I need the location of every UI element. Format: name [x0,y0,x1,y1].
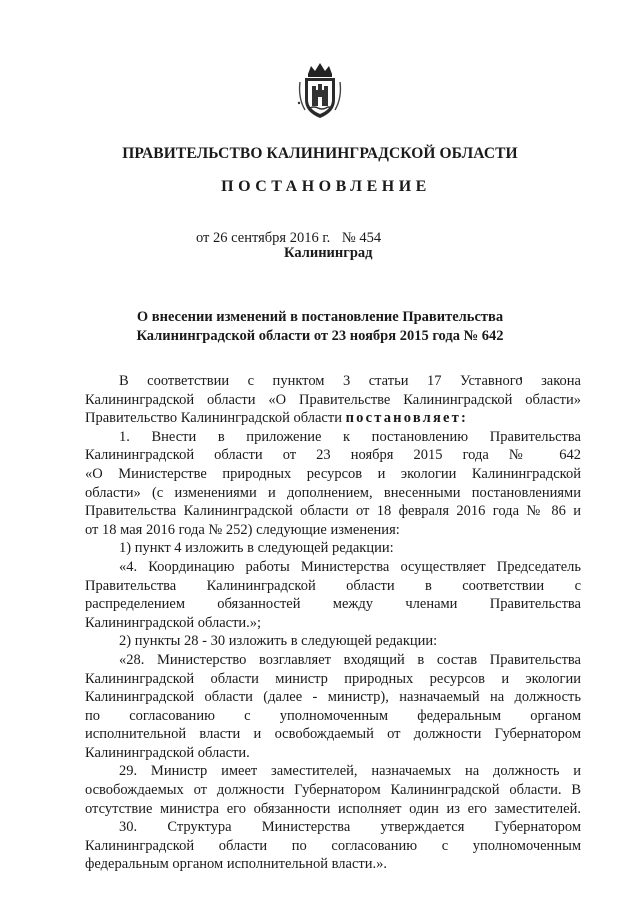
document-body [85,372,581,874]
body-line: «28. Министерство возглавляет входящий в состав Правительства [119,651,581,668]
coat-of-arms-emblem [296,60,344,122]
body-line: В соответствии с пунктом 3 статьи 17 Уставного закона [119,373,581,389]
body-line: по согласованию с уполномоченным федеральным органом [85,707,581,724]
body-line: Калининградской области «О Правительстве Калининградской области» [85,391,581,408]
body-line: 2) пункты 28 - 30 изложить в следующей редакции: [119,633,438,650]
document-type-title: ПОСТАНОВЛЕНИЕ [221,178,431,195]
body-line: распределением обязанностей между членами Правительства [85,596,581,613]
body-line: освобождаемых от должности Губернатором Калининградской области. В [85,782,581,799]
document-subject [80,308,560,346]
body-line: 1) пункт 4 изложить в следующей редакции: [119,540,394,557]
resolves-keyword: постановляет: [345,410,469,427]
body-line: Правительства Калининградской области от 18 февраля 2016 года № 86 и [85,503,581,520]
subject-line: О внесении изменений в постановление Правительства [136,309,504,325]
body-line: Калининградской области по согласованию с уполномоченным [85,837,581,854]
document-date: от 26 сентября 2016 г. [196,230,331,246]
body-line: «4. Координацию работы Министерства осуществляет Председатель [119,558,581,575]
body-line: отсутствие министра его обязанности исполняет один из его заместителей. [85,800,581,817]
body-line: области» (с изменениями и дополнением, внесенными постановлениями [85,484,581,501]
body-line: 30. Структура Министерства утверждается Губернатором [119,819,581,836]
body-line: Калининградской области (далее - министр), назначаемый на должность [85,689,581,706]
document-city: Калининград [284,245,373,261]
subject-line: Калининградской области от 23 ноября 2015 года № 642 [136,328,504,344]
body-line: федеральным органом исполнительной власти.». [85,856,387,873]
body-line: «О Министерстве природных ресурсов и экологии Калининградской [85,465,581,482]
body-line: Калининградской области.»; [85,614,262,631]
body-line: Калининградской области от 23 ноября 2015 года № 642 [85,447,581,464]
body-line: от 18 мая 2016 года № 252) следующие изменения: [85,521,400,538]
body-line: Калининградской области министр природных ресурсов и экологии [85,670,581,687]
body-line: исполнительной власти и освобождаемый от должности Губернатором [85,726,581,743]
body-text-fragment: Правительство Калининградской области [85,410,346,427]
body-line: Правительства Калининградской области в соответствии с [85,577,581,594]
body-line: Калининградской области. [85,744,250,761]
organization-title: ПРАВИТЕЛЬСТВО КАЛИНИНГРАДСКОЙ ОБЛАСТИ [122,145,518,162]
body-line: 1. Внести в приложение к постановлению Правительства [119,428,581,445]
body-line: 29. Министр имеет заместителей, назначаемых на должность и [119,763,581,780]
body-line [85,409,581,428]
document-number: № 454 [341,230,382,246]
